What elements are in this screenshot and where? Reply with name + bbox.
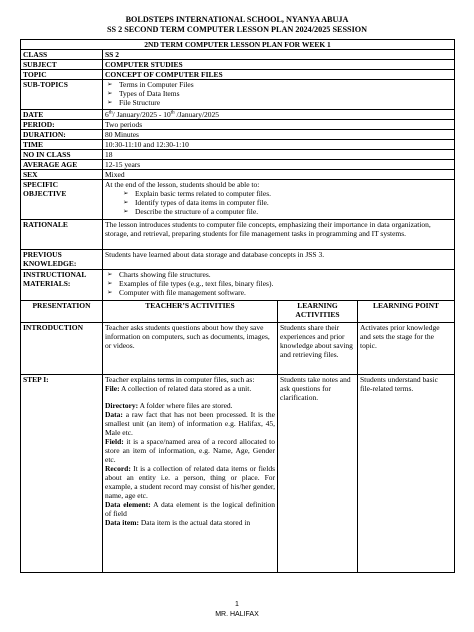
introduction-teacher: Teacher asks students questions about how they save information on computers, such as documents, images, or videos. (103, 323, 278, 375)
lesson-plan-table (20, 39, 455, 573)
step1-label: STEP I: (21, 375, 103, 573)
rationale-label: RATIONALE (21, 220, 103, 250)
data-term: Data: (105, 410, 123, 419)
plan-title: 2ND TERM COMPUTER LESSON PLAN FOR WEEK 1 (21, 40, 455, 50)
step1-intro: Teacher explains terms in computer files, such as: (105, 375, 255, 384)
no-in-class-value: 18 (103, 150, 455, 160)
step1-point: Students understand basic file-related terms. (358, 375, 455, 573)
rationale-value: The lesson introduces students to computer file concepts, emphasizing their importance in data organization, storage, and retrieval, preparing students for file management tasks in programming and IT systems. (103, 220, 455, 250)
previous-label-line2: KNOWLEDGE: (23, 259, 77, 268)
sex-label: SEX (21, 170, 103, 180)
date-label: DATE (21, 110, 103, 120)
date-mid: / January/2025 - 10 (112, 110, 171, 119)
material-item: ➢ Computer with file management software. (107, 288, 452, 297)
objective-label-line1: SPECIFIC (23, 180, 59, 189)
data-element-def: A data element is the logical definition of field (105, 500, 275, 518)
previous-knowledge-label (21, 250, 103, 270)
date-start-sup: th (108, 110, 113, 116)
material-item: ➢ Charts showing file structures. (107, 270, 452, 279)
period-value: Two periods (103, 120, 455, 130)
school-name: BOLDSTEPS INTERNATIONAL SCHOOL, NYANYA ABUJA (125, 15, 349, 24)
duration-value: 80 Minutes (103, 130, 455, 140)
subtopic-item: ➢ File Structure (107, 98, 452, 107)
date-start-day: 6 (105, 110, 109, 119)
objective-item: ➢ Explain basic terms related to computer files. (107, 189, 452, 198)
time-label: TIME (21, 140, 103, 150)
materials-label (21, 270, 103, 301)
learning-point-header: LEARNING POINT (358, 301, 455, 323)
footer-author: MR. HALIFAX (215, 611, 259, 618)
teacher-activities-header: TEACHER’S ACTIVITIES (103, 301, 278, 323)
subtopics-list (105, 80, 452, 107)
objective-item: ➢ Identify types of data items in computer file. (107, 198, 452, 207)
class-label: CLASS (21, 50, 103, 60)
session-title: SS 2 SECOND TERM COMPUTER LESSON PLAN 2024/2025 SESSION (106, 25, 368, 34)
directory-def: A folder where files are stored. (138, 401, 233, 410)
step1-learning: Students take notes and ask questions for clarification. (278, 375, 358, 573)
previous-label-line1: PREVIOUS (23, 250, 62, 259)
data-item-term: Data item: (105, 518, 139, 527)
field-term: Field: (105, 437, 124, 446)
subtopics-cell (103, 80, 455, 110)
objective-label (21, 180, 103, 220)
objective-intro: At the end of the lesson, students should be able to: (105, 180, 260, 189)
subject-label: SUBJECT (21, 60, 103, 70)
directory-definition (105, 401, 275, 410)
period-label: PERIOD: (21, 120, 103, 130)
topic-value: CONCEPT OF COMPUTER FILES (103, 70, 455, 80)
subject-value: COMPUTER STUDIES (103, 60, 455, 70)
step1-teacher (103, 375, 278, 573)
record-definition (105, 464, 275, 500)
directory-term: Directory: (105, 401, 139, 410)
class-value: SS 2 (103, 50, 455, 60)
topic-label: TOPIC (21, 70, 103, 80)
record-def: It is a collection of related data items or fields about an entity i.e. a person, thing or place. For example, a student record may consist of his/her gender, name, age etc. (105, 464, 275, 500)
file-def: A collection of related data stored as a unit. (119, 384, 252, 393)
field-definition (105, 437, 275, 464)
subtopics-label: SUB-TOPICS (21, 80, 103, 110)
materials-cell (103, 270, 455, 301)
subtopic-item: ➢ Terms in Computer Files (107, 80, 452, 89)
sex-value: Mixed (103, 170, 455, 180)
average-age-label: AVERAGE AGE (21, 160, 103, 170)
previous-knowledge-value: Students have learned about data storage and database concepts in JSS 3. (103, 250, 455, 270)
data-element-definition (105, 500, 275, 518)
duration-label: DURATION: (21, 130, 103, 140)
subtopic-item: ➢ Types of Data Items (107, 89, 452, 98)
materials-label-line1: INSTRUCTIONAL (23, 270, 87, 279)
data-element-term: Data element: (105, 500, 151, 509)
materials-list (105, 270, 452, 297)
objectives-list (105, 189, 452, 216)
average-age-value: 12-15 years (103, 160, 455, 170)
learning-header-line1: LEARNING (297, 301, 338, 310)
objective-cell (103, 180, 455, 220)
time-value: 10:30-11:10 and 12:30-1:10 (103, 140, 455, 150)
introduction-point: Activates prior knowledge and sets the stage for the topic. (358, 323, 455, 375)
data-item-definition (105, 518, 275, 527)
date-end-sup: th (170, 110, 175, 116)
file-term: File: (105, 384, 120, 393)
material-item: ➢ Examples of file types (e.g., text files, binary files). (107, 279, 452, 288)
learning-activities-header (278, 301, 358, 323)
materials-label-line2: MATERIALS: (23, 279, 71, 288)
record-term: Record: (105, 464, 131, 473)
learning-header-line2: ACTIVITIES (295, 310, 340, 319)
date-value (103, 110, 455, 120)
introduction-learning: Students share their experiences and prior knowledge about saving and retrieving files. (278, 323, 358, 375)
data-item-def: Data item is the actual data stored in (138, 518, 251, 527)
introduction-label: INTRODUCTION (21, 323, 103, 375)
file-definition (105, 384, 275, 393)
page-number: 1 (235, 601, 239, 608)
presentation-header: PRESENTATION (21, 301, 103, 323)
field-def: it is a space/named area of a record allocated to store an item of information, e.g. Name, Age, Gender etc. (105, 437, 275, 464)
date-end: /January/2025 (174, 110, 220, 119)
data-definition (105, 410, 275, 437)
data-def: a raw fact that has not been processed. It is the smallest unit (an item) of information e.g. Halifax, 45, Male etc. (105, 410, 275, 437)
objective-label-line2: OBJECTIVE (23, 189, 67, 198)
no-in-class-label: NO IN CLASS (21, 150, 103, 160)
objective-item: ➢ Describe the structure of a computer file. (107, 207, 452, 216)
